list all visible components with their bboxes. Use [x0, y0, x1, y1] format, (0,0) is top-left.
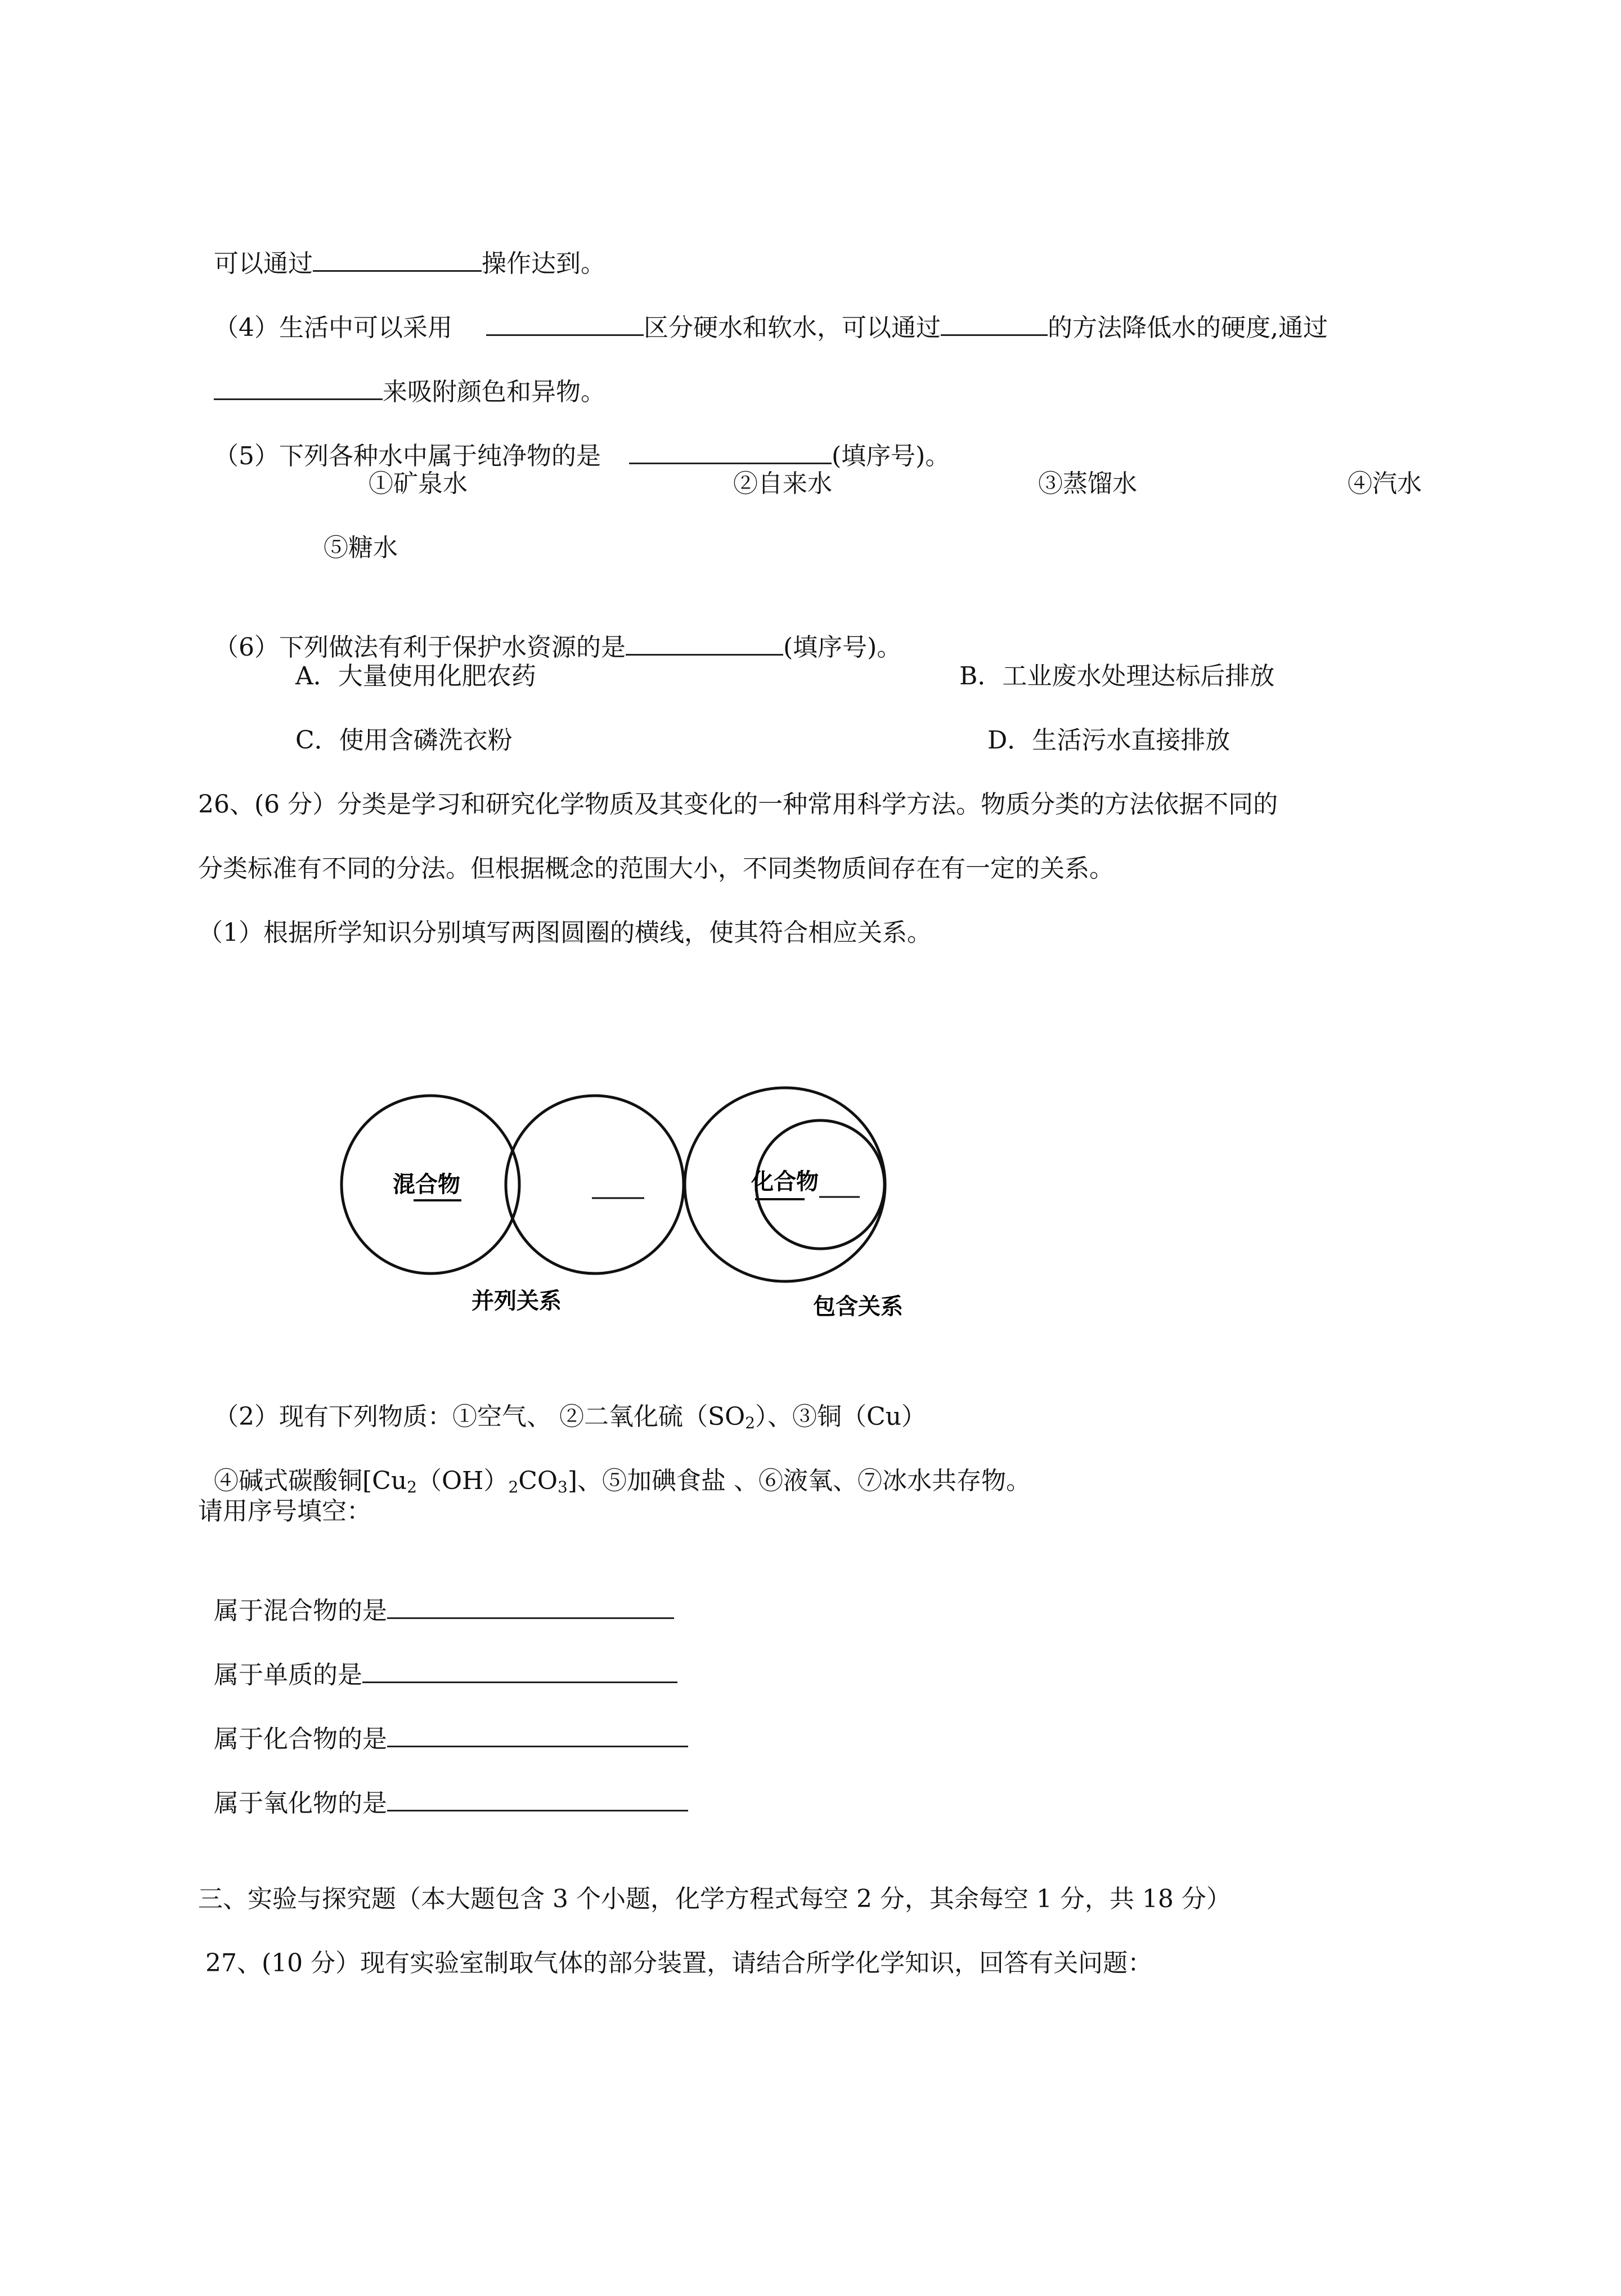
text: （OH） [416, 1467, 509, 1495]
text: 操作达到。 [481, 249, 605, 278]
answer-blank[interactable] [362, 1657, 677, 1683]
diagram-svg [338, 1072, 1002, 1331]
q26-part2-line1 [198, 1366, 926, 1440]
text: （2）现有下列物质：①空气、 ②二氧化硫（SO [213, 1402, 746, 1431]
answer-blank[interactable] [387, 1721, 688, 1747]
option: B．工业废水处理达标后排放 [959, 662, 1275, 690]
fill-item-mixture [198, 1559, 674, 1628]
answer-blank[interactable] [214, 374, 383, 400]
text: ）、③铜（Cu） [755, 1402, 927, 1431]
text: 来吸附颜色和异物。 [382, 378, 605, 406]
text: （4）生活中可以采用 [213, 313, 452, 342]
q25-line-operation [198, 212, 605, 281]
text: 区分硬水和软水，可以通过 [643, 313, 941, 342]
text: (填序号)。 [831, 442, 950, 470]
subscript: 2 [407, 1478, 417, 1496]
q26-intro-line2: 分类标准有不同的分法。但根据概念的范围大小，不同类物质间存在有一定的关系。 [198, 854, 1114, 883]
option: ①矿泉水 [369, 469, 468, 498]
subscript: 2 [508, 1478, 519, 1496]
answer-blank[interactable] [626, 629, 783, 656]
q25-part5 [198, 404, 950, 473]
text: 可以通过 [213, 249, 313, 278]
mixture-label: 混合物 [393, 1172, 460, 1198]
option: ④汽水 [1348, 469, 1422, 498]
compound-label: 化合物 [751, 1169, 819, 1195]
text: ④碱式碳酸铜[Cu [213, 1467, 407, 1495]
option: ⑤糖水 [324, 533, 398, 562]
classification-diagram [338, 1072, 1002, 1331]
q26-part1: （1）根据所学知识分别填写两图圆圈的横线，使其符合相应关系。 [198, 918, 932, 947]
answer-blank[interactable] [629, 438, 832, 464]
text: CO [518, 1467, 558, 1495]
answer-blank[interactable] [387, 1785, 688, 1811]
subscript: 2 [745, 1414, 756, 1432]
answer-blank[interactable] [486, 310, 644, 336]
text: 的方法降低水的硬度,通过 [1047, 313, 1328, 342]
option: A．大量使用化肥农药 [295, 662, 536, 690]
q26-part2-line2 [198, 1430, 1031, 1504]
text: 属于混合物的是 [213, 1597, 387, 1625]
text: 属于化合物的是 [213, 1725, 387, 1754]
option: C．使用含磷洗衣粉 [295, 726, 513, 755]
text: (填序号)。 [783, 633, 902, 662]
fill-item-element [198, 1623, 677, 1692]
fill-item-compound [198, 1687, 688, 1756]
section3-heading: 三、实验与探究题（本大题包含 3 个小题，化学方程式每空 2 分，其余每空 1 分，共 18 分） [198, 1885, 1231, 1913]
option: D．生活污水直接排放 [987, 726, 1231, 755]
text: （6）下列做法有利于保护水资源的是 [213, 633, 626, 662]
answer-blank[interactable] [387, 1593, 674, 1619]
answer-blank[interactable] [941, 310, 1048, 336]
text: （5）下列各种水中属于纯净物的是 [213, 442, 601, 470]
subscript: 3 [558, 1478, 568, 1496]
parallel-blank-circle [506, 1096, 684, 1273]
answer-blank[interactable] [313, 245, 482, 272]
fill-item-oxide [198, 1751, 688, 1820]
fill-prompt: 请用序号填空： [198, 1497, 371, 1526]
q27-text: 27、(10 分）现有实验室制取气体的部分装置，请结合所学化学知识，回答有关问题： [205, 1949, 1153, 1977]
inclusion-caption: 包含关系 [813, 1294, 903, 1320]
text: 属于氧化物的是 [213, 1789, 387, 1818]
parallel-caption: 并列关系 [472, 1288, 562, 1314]
text: ]、⑤加碘食盐 、⑥液氧、⑦冰水共存物。 [567, 1467, 1031, 1495]
q25-part4 [198, 276, 1328, 345]
option: ②自来水 [733, 469, 832, 498]
q25-part6 [198, 595, 901, 665]
q26-intro-line1: 26、(6 分）分类是学习和研究化学物质及其变化的一种常用科学方法。物质分类的方法依据不同的 [198, 790, 1278, 819]
text: 属于单质的是 [213, 1661, 362, 1689]
q25-part4-line2 [198, 340, 605, 409]
option: ③蒸馏水 [1038, 469, 1137, 498]
